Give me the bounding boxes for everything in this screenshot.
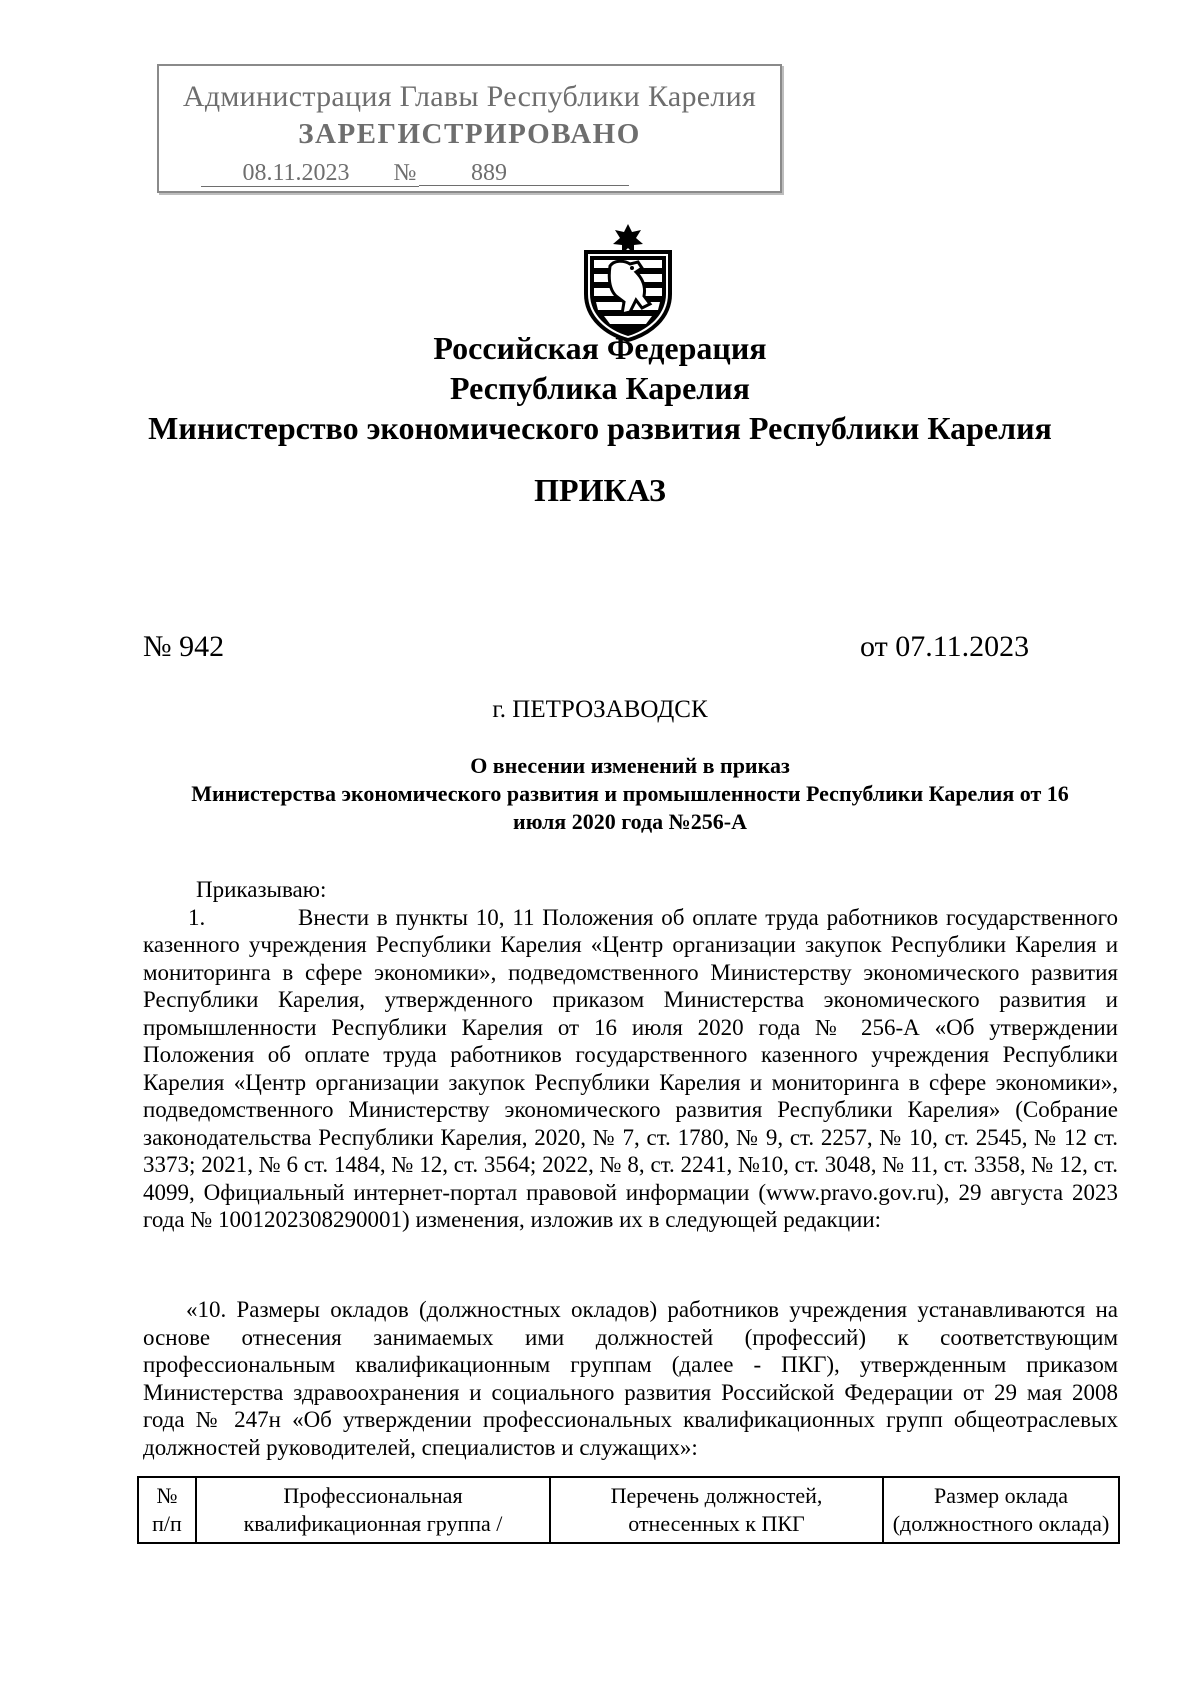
subject-line-3: июля 2020 года №256-А xyxy=(513,809,747,834)
order-date: от 07.11.2023 xyxy=(860,630,1030,663)
table-header-group: Профессиональная квалификационная группа / xyxy=(196,1477,550,1543)
body-intro: Приказываю: xyxy=(196,877,327,902)
body-paragraph-1 xyxy=(143,904,1118,1234)
stamp-registered-label: ЗАРЕГИСТРИРОВАНО xyxy=(298,118,641,150)
table-header-row xyxy=(138,1477,1119,1543)
order-number: № 942 xyxy=(143,630,225,663)
header-republic: Республика Карелия xyxy=(450,370,750,406)
subject-line-1: О внесении изменений в приказ xyxy=(470,753,790,778)
stamp-number: 889 xyxy=(419,160,629,186)
pkg-table xyxy=(137,1476,1120,1544)
stamp-registration-line xyxy=(201,160,629,187)
document-type: ПРИКАЗ xyxy=(534,472,666,508)
order-city: г. ПЕТРОЗАВОДСК xyxy=(492,696,708,723)
header-ministry: Министерство экономического развития Республики Карелия xyxy=(148,410,1052,446)
order-subject xyxy=(140,752,1120,836)
order-body xyxy=(143,876,1118,1234)
order-body-2 xyxy=(143,1296,1118,1461)
paragraph-1-text: Внести в пункты 10, 11 Положения об оплате труда работников государственного казенного учреждения Республики Карелия «Центр организации закупок Республики Карелия и мониторинга в сфере экономики», подведомственного Министерству экономического развития Республики Карелия, утвержденного приказом Министерства экономического развития и промышленности Республики Карелия от 16 июля 2020 года № 256-А «Об утверждении Положения об оплате труда работников государственного казенного учреждения Республики Карелия «Центр организации закупок Республики Карелия и мониторинга в сфере экономики», подведомственного Министерству экономического развития Республики Карелия» (Собрание законодательства Республики Карелия, 2020, № 7, ст. 1780, № 9, ст. 2257, № 10, ст. 2545, № 12 ст. 3373; 2021, № 6 ст. 1484, № 12, ст. 3564; 2022, № 8, ст. 2241, №10, ст. 3048, № 11, ст. 3358, № 12, ст. 4099, Официальный интернет-портал правовой информации (www.pravo.gov.ru), 29 августа 2023 года № 1001202308290001) изменения, изложив их в следующей редакции: xyxy=(143,904,1118,1232)
table-header-salary: Размер оклада (должностного оклада) xyxy=(883,1477,1119,1543)
stamp-authority: Администрация Главы Республики Карелия xyxy=(182,80,757,113)
karelia-coat-of-arms-icon xyxy=(580,222,676,342)
table-header-positions: Перечень должностей, отнесенных к ПКГ xyxy=(550,1477,883,1543)
body-paragraph-2: «10. Размеры окладов (должностных окладов) работников учреждения устанавливаются на основе отнесения занимаемых ими должностей (профессий) к соответствующим профессиональным квалификационным группам (далее - ПКГ), утвержденным приказом Министерства здравоохранения и социального развития Российской Федерации от 29 мая 2008 года № 247н «Об утверждении профессиональных квалификационных групп общеотраслевых должностей руководителей, специалистов и служащих»: xyxy=(143,1297,1118,1460)
stamp-number-sign: № xyxy=(391,160,419,187)
table-header-number: № п/п xyxy=(138,1477,196,1543)
paragraph-1-number: 1. xyxy=(188,904,206,930)
registration-stamp xyxy=(157,64,782,193)
stamp-date: 08.11.2023 xyxy=(201,160,391,187)
header-country: Российская Федерация xyxy=(433,330,767,366)
subject-line-2: Министерства экономического развития и промышленности Республики Карелия от 16 xyxy=(191,781,1069,806)
